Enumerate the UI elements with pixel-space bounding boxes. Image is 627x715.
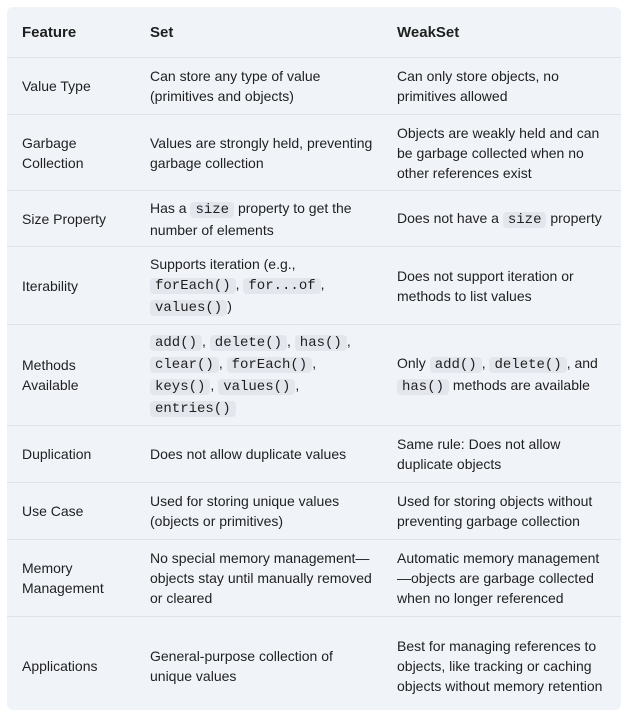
header-row xyxy=(7,7,621,58)
cell-text: , xyxy=(346,333,351,349)
cell-set xyxy=(135,483,382,540)
code-snippet: has() xyxy=(295,335,347,351)
cell-feature: Memory Management xyxy=(7,540,135,617)
cell-text: Used for storing unique values (objects or primitives) xyxy=(150,493,340,529)
table-row xyxy=(7,325,621,426)
cell-set xyxy=(135,115,382,191)
code-snippet: entries() xyxy=(150,401,236,417)
code-snippet: for...of xyxy=(243,278,320,294)
cell-text: Does not have a xyxy=(397,209,503,226)
cell-set xyxy=(135,540,382,617)
table-row xyxy=(7,540,621,617)
cell-weakset xyxy=(382,191,621,247)
cell-feature: Methods Available xyxy=(7,325,135,426)
cell-set xyxy=(135,58,382,115)
cell-set xyxy=(135,426,382,483)
cell-set xyxy=(135,325,382,426)
cell-text: Same rule: Does not allow duplicate objects xyxy=(397,436,561,472)
comparison-table xyxy=(7,7,621,715)
cell-text: , xyxy=(295,377,300,393)
table-row xyxy=(7,191,621,247)
cell-set xyxy=(135,617,382,715)
cell-weakset xyxy=(382,617,621,715)
cell-text: Values are strongly held, preventing garbage collection xyxy=(150,134,373,171)
table-row xyxy=(7,617,621,715)
cell-feature: Applications xyxy=(22,657,98,674)
cell-text: , xyxy=(218,355,227,371)
cell-text: Supports iteration (e.g., xyxy=(150,255,296,272)
cell-text: Has a xyxy=(150,199,191,216)
table-row xyxy=(7,58,621,115)
cell-text: Does not allow duplicate values xyxy=(150,446,347,462)
cell-feature: Value Type xyxy=(7,58,135,115)
cell-text: , xyxy=(235,275,244,292)
cell-weakset xyxy=(382,483,621,540)
header-set: Set xyxy=(135,7,382,58)
code-snippet: size xyxy=(503,212,547,228)
header-feature: Feature xyxy=(7,7,135,58)
code-snippet: size xyxy=(190,202,234,218)
code-snippet: values() xyxy=(218,379,295,395)
cell-text: property xyxy=(546,209,602,226)
code-snippet: add() xyxy=(430,357,482,373)
cell-text: General-purpose collection of unique values xyxy=(150,647,333,684)
cell-text: Can only store objects, no primitives allowed xyxy=(397,68,559,104)
cell-feature: Garbage Collection xyxy=(7,115,135,191)
cell-text: Used for storing objects without preventing garbage collection xyxy=(397,493,593,529)
table-row xyxy=(7,247,621,325)
code-snippet: delete() xyxy=(489,357,566,373)
cell-text: methods are available xyxy=(449,377,590,393)
cell-text: Automatic memory management—objects are garbage collected when no longer referenced xyxy=(397,550,600,606)
cell-weakset xyxy=(382,58,621,115)
cell-set xyxy=(135,247,382,325)
table-header xyxy=(7,7,621,58)
cell-text: , xyxy=(210,377,219,393)
cell-feature: Use Case xyxy=(7,483,135,540)
code-snippet: forEach() xyxy=(150,278,236,294)
cell-text: , xyxy=(320,275,325,292)
code-snippet: clear() xyxy=(150,357,219,373)
cell-text: Objects are weakly held and can be garbage collected when no other references exist xyxy=(397,124,600,181)
cell-text: , xyxy=(481,355,490,371)
code-snippet: forEach() xyxy=(227,357,313,373)
table-body xyxy=(7,58,621,715)
cell-text: , xyxy=(312,355,317,371)
comparison-table-container xyxy=(7,7,621,710)
cell-text: No special memory management—objects stay until manually removed or cleared xyxy=(150,550,372,606)
cell-text: ) xyxy=(227,297,232,314)
cell-text: , xyxy=(287,333,295,349)
cell-text: Does not support iteration or methods to list values xyxy=(397,267,574,304)
cell-text: Best for managing references to objects, like tracking or caching objects without memory retention xyxy=(397,637,603,694)
cell-weakset xyxy=(382,115,621,191)
cell-feature: Duplication xyxy=(7,426,135,483)
code-snippet: delete() xyxy=(210,335,287,351)
cell-set xyxy=(135,191,382,247)
cell-text: Can store any type of value (primitives and objects) xyxy=(150,68,321,104)
cell-feature: Size Property xyxy=(7,191,135,247)
code-snippet: values() xyxy=(150,300,227,316)
code-snippet: has() xyxy=(397,379,449,395)
header-weakset: WeakSet xyxy=(382,7,621,58)
cell-weakset xyxy=(382,426,621,483)
cell-weakset xyxy=(382,540,621,617)
cell-text: Only xyxy=(397,355,430,371)
cell-feature: Iterability xyxy=(7,247,135,325)
cell-weakset xyxy=(382,247,621,325)
cell-text: property to get the number of elements xyxy=(150,199,352,238)
cell-weakset xyxy=(382,325,621,426)
code-snippet: keys() xyxy=(150,379,210,395)
table-row xyxy=(7,426,621,483)
table-row xyxy=(7,483,621,540)
table-row xyxy=(7,115,621,191)
code-snippet: add() xyxy=(150,335,202,351)
cell-text: , xyxy=(202,333,210,349)
cell-text: , and xyxy=(566,355,598,371)
